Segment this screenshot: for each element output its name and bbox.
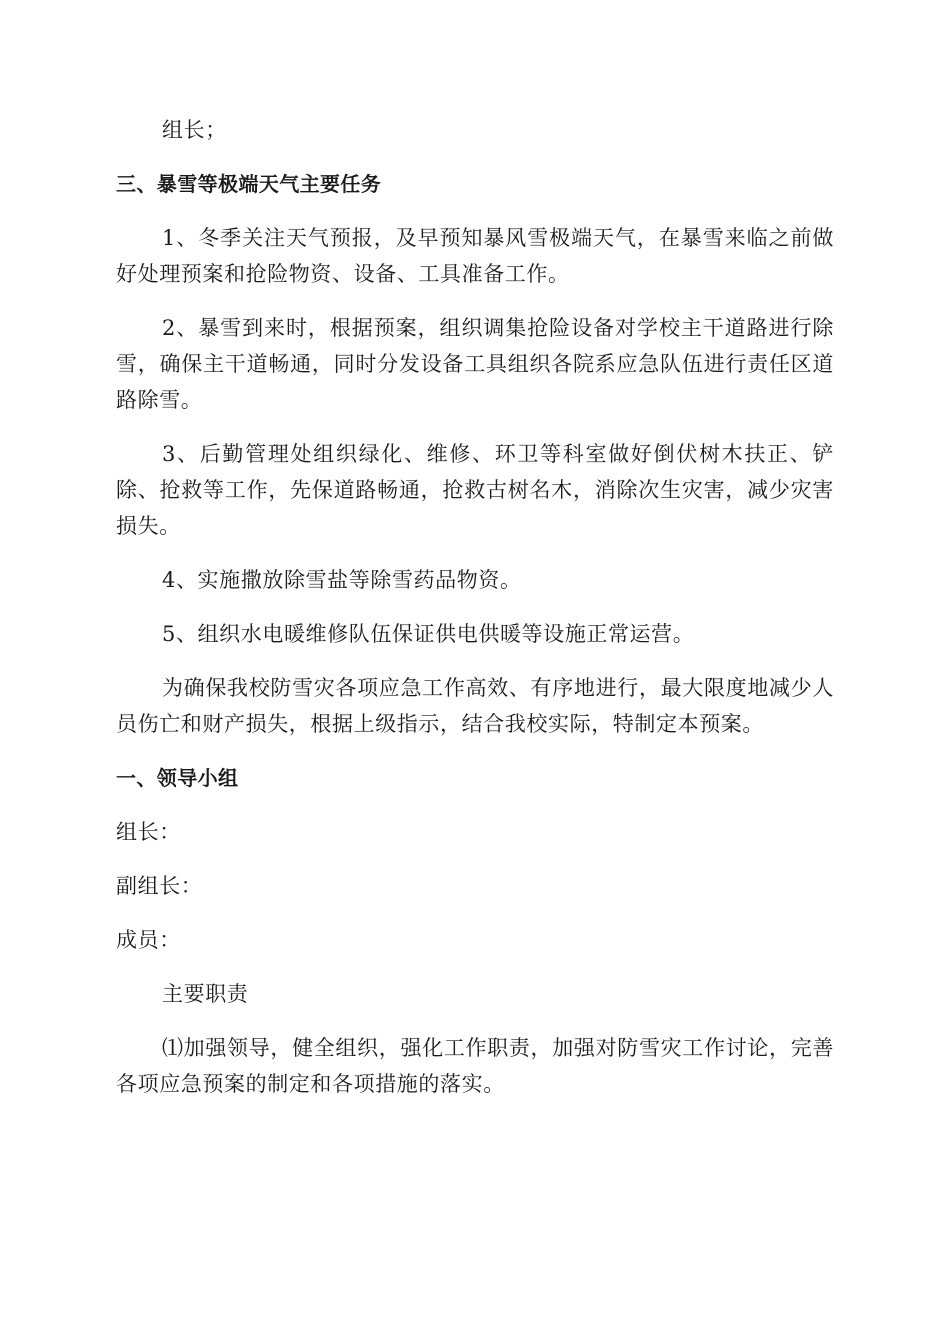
section-1-heading: 一、领导小组 <box>116 766 239 790</box>
members-label: 成员： <box>116 928 181 952</box>
section-3-heading: 三、暴雪等极端天气主要任务 <box>116 172 382 196</box>
duties-heading: 主要职责 <box>162 982 249 1006</box>
task-4-paragraph: 4、实施撒放除雪盐等除雪药品物资。 <box>162 568 522 592</box>
task-5-paragraph: 5、组织水电暖维修队伍保证供电供暖等设施正常运营。 <box>162 622 695 646</box>
intro-paragraph: 为确保我校防雪灾各项应急工作高效、有序地进行，最大限度地减少人员伤亡和财产损失，根据上级指示，结合我校实际，特制定本预案。 <box>116 676 834 736</box>
group-leader-line: 组长； <box>162 118 227 142</box>
duty-1-paragraph: ⑴加强领导，健全组织，强化工作职责，加强对防雪灾工作讨论，完善各项应急预案的制定和各项措施的落实。 <box>116 1036 834 1096</box>
task-1-paragraph: 1、冬季关注天气预报，及早预知暴风雪极端天气，在暴雪来临之前做好处理预案和抢险物资、设备、工具准备工作。 <box>116 226 834 286</box>
task-2-paragraph: 2、暴雪到来时，根据预案，组织调集抢险设备对学校主干道路进行除雪，确保主干道畅通，同时分发设备工具组织各院系应急队伍进行责任区道路除雪。 <box>116 316 834 412</box>
task-3-paragraph: 3、后勤管理处组织绿化、维修、环卫等科室做好倒伏树木扶正、铲除、抢救等工作，先保道路畅通，抢救古树名木，消除次生灾害，减少灾害损失。 <box>116 442 834 538</box>
document-page <box>116 112 834 1120</box>
deputy-leader-label: 副组长： <box>116 874 203 898</box>
leader-label: 组长： <box>116 820 181 844</box>
